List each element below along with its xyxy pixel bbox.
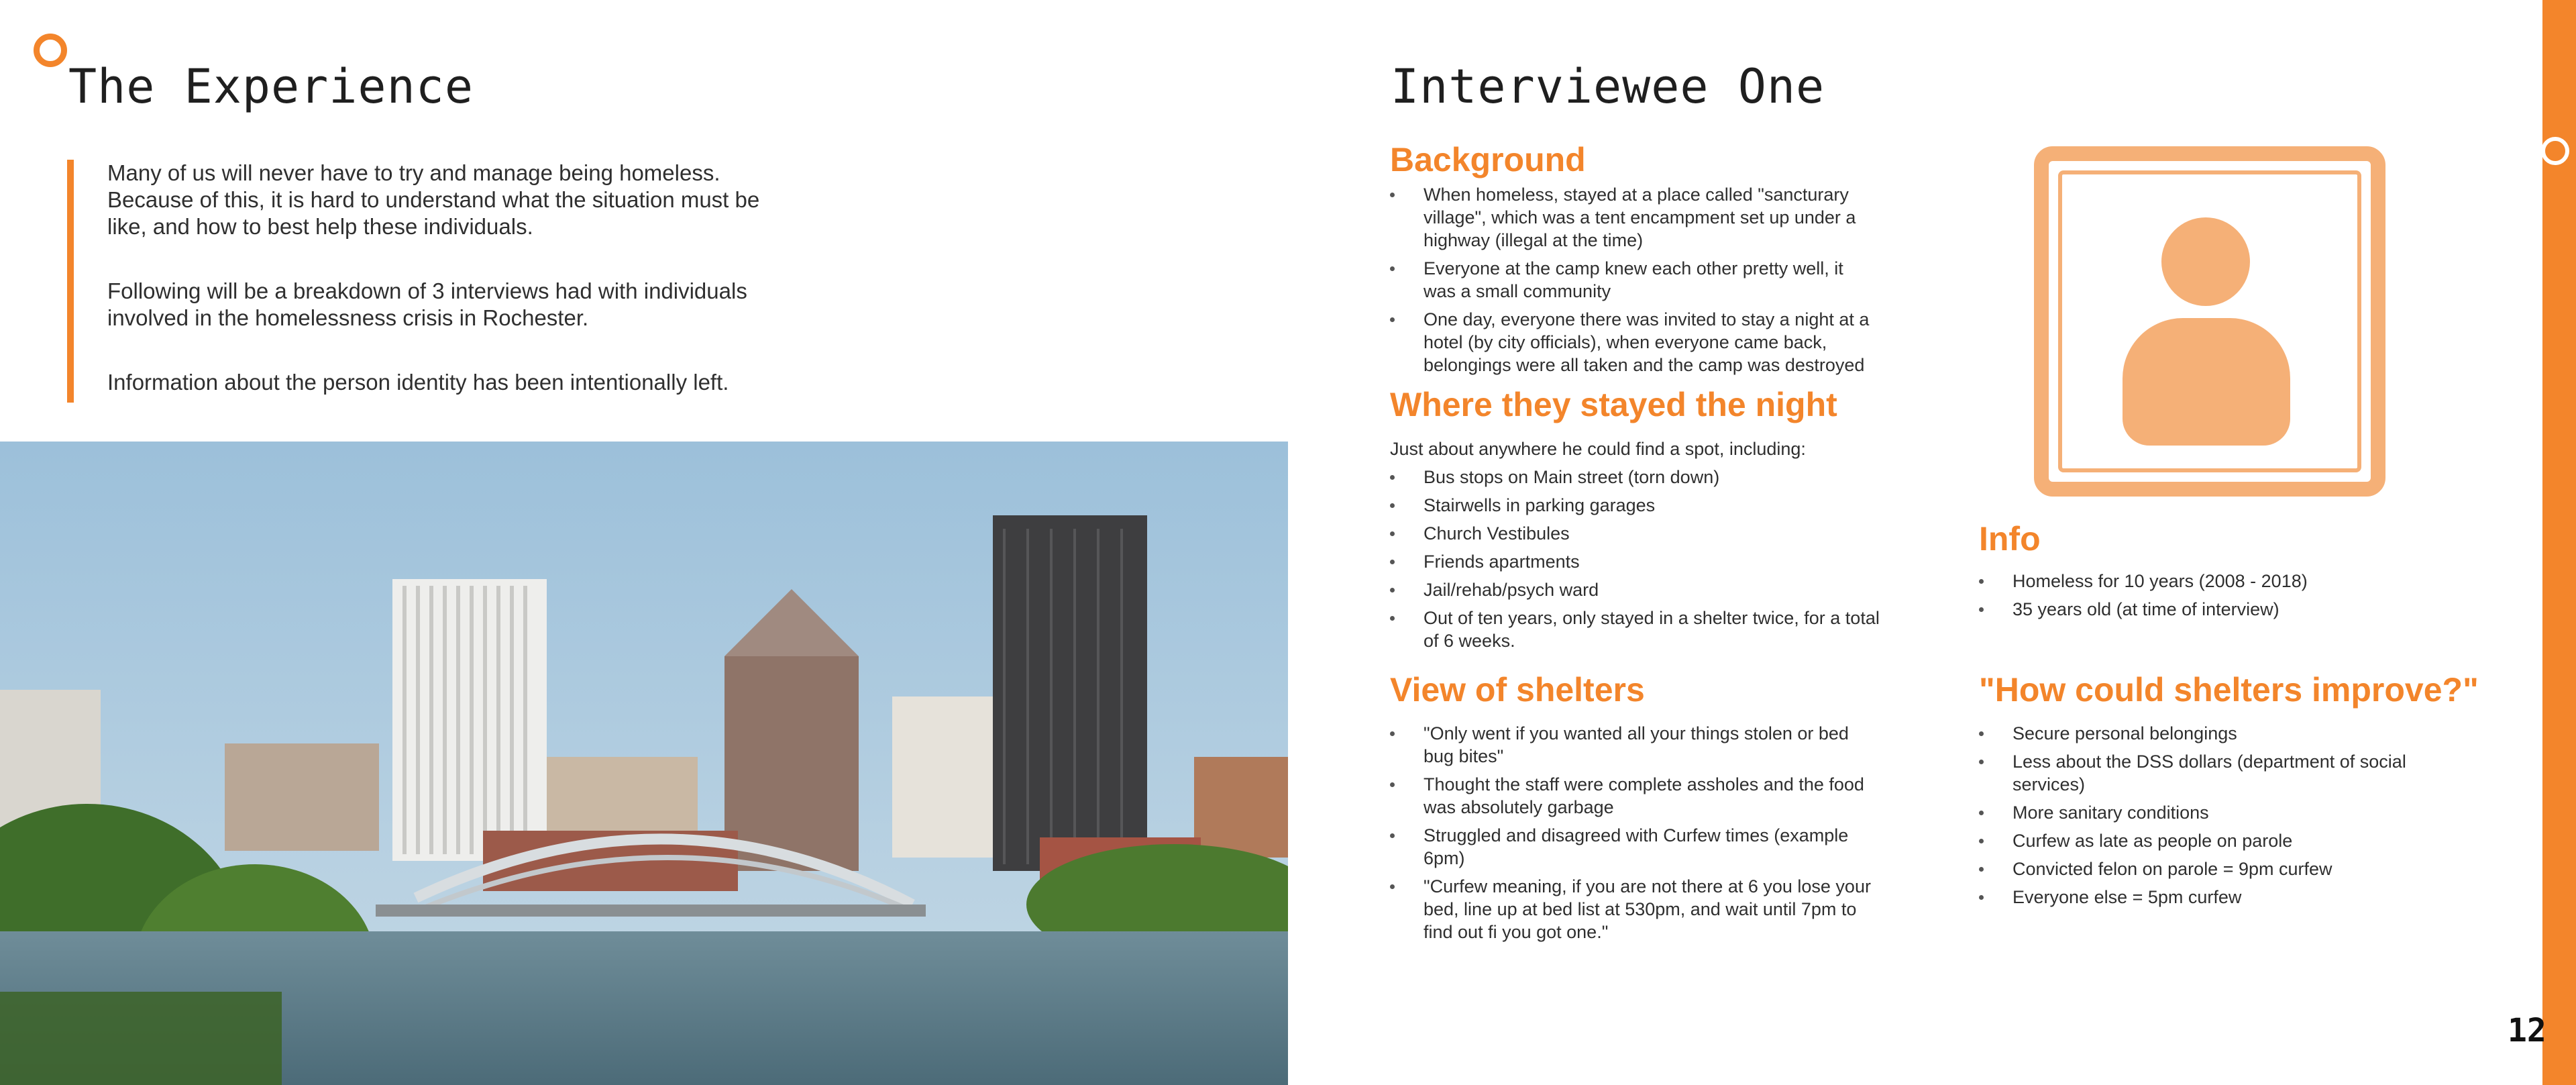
bullet-icon	[1390, 560, 1395, 564]
bullet-icon	[1979, 607, 1984, 612]
rochester-skyline-photo	[0, 442, 1288, 1085]
skyline-illustration	[0, 442, 1288, 1085]
bullet-icon	[1979, 731, 1984, 736]
side-circle-icon	[2541, 137, 2569, 165]
list-item: Stairwells in parking garages	[1390, 494, 1880, 517]
decorative-circle-icon	[34, 34, 67, 67]
list-item: More sanitary conditions	[1979, 801, 2462, 824]
list-item: Less about the DSS dollars (department of social services)	[1979, 750, 2462, 796]
bullet-icon	[1390, 782, 1395, 787]
list-item: Secure personal belongings	[1979, 722, 2462, 745]
stayed-block	[1390, 437, 1880, 658]
bullet-icon	[1979, 895, 1984, 900]
bullet-icon	[1390, 193, 1395, 197]
stayed-list	[1390, 466, 1880, 652]
list-item: 35 years old (at time of interview)	[1979, 598, 2462, 621]
bullet-icon	[1390, 317, 1395, 322]
bullet-icon	[1390, 503, 1395, 508]
intro-paragraph-2: Following will be a breakdown of 3 interviews had with individuals involved in the homelessness crisis in Rochester.	[107, 278, 747, 330]
bullet-icon	[1979, 760, 1984, 764]
list-item: "Curfew meaning, if you are not there at 6 you lose your bed, line up at bed list at 530pm, and wait until 7pm to find out fi you got one."	[1390, 875, 1880, 943]
page-title-experience: The Experience	[68, 59, 474, 114]
avatar-head	[2161, 217, 2250, 306]
improve-list	[1979, 722, 2462, 914]
list-item: One day, everyone there was invited to stay a night at a hotel (by city officials), when everyone came back, belongings were all taken and the camp was destroyed	[1390, 308, 1880, 376]
bullet-icon	[1979, 579, 1984, 584]
heading-where-stayed: Where they stayed the night	[1390, 386, 1837, 423]
list-item: Everyone at the camp knew each other pretty well, it was a small community	[1390, 257, 1880, 303]
heading-background: Background	[1390, 141, 1586, 178]
list-item: Church Vestibules	[1390, 522, 1880, 545]
list-item: Thought the staff were complete assholes and the food was absolutely garbage	[1390, 773, 1880, 819]
bullet-icon	[1979, 867, 1984, 872]
stayed-intro: Just about anywhere he could find a spot, including:	[1390, 439, 1806, 459]
list-item: Out of ten years, only stayed in a shelter twice, for a total of 6 weeks.	[1390, 607, 1880, 652]
page-number: 12	[2508, 1012, 2546, 1049]
person-avatar-icon	[2034, 146, 2385, 497]
bullet-icon	[1390, 266, 1395, 271]
bullet-icon	[1390, 731, 1395, 736]
avatar-body	[2123, 318, 2290, 446]
bullet-icon	[1390, 884, 1395, 889]
bullet-icon	[1390, 475, 1395, 480]
bullet-icon	[1390, 616, 1395, 621]
heading-how-improve: "How could shelters improve?"	[1979, 671, 2479, 709]
list-item: Struggled and disagreed with Curfew times (example 6pm)	[1390, 824, 1880, 870]
background-list	[1390, 183, 1880, 382]
list-item: Bus stops on Main street (torn down)	[1390, 466, 1880, 488]
info-list	[1979, 570, 2462, 626]
page-title-interviewee: Interviewee One	[1391, 59, 1825, 114]
intro-text-block	[67, 160, 792, 403]
list-item: "Only went if you wanted all your things stolen or bed bug bites"	[1390, 722, 1880, 768]
list-item: Friends apartments	[1390, 550, 1880, 573]
intro-paragraph-3: Information about the person identity has been intentionally left.	[107, 370, 729, 395]
list-item: Convicted felon on parole = 9pm curfew	[1979, 858, 2462, 880]
list-item: Everyone else = 5pm curfew	[1979, 886, 2462, 909]
list-item: When homeless, stayed at a place called "sancturary village", which was a tent encampment set up under a highway (illegal at the time)	[1390, 183, 1880, 252]
shelters-list	[1390, 722, 1880, 949]
bullet-icon	[1390, 531, 1395, 536]
bullet-icon	[1390, 833, 1395, 838]
list-item: Jail/rehab/psych ward	[1390, 578, 1880, 601]
bullet-icon	[1979, 811, 1984, 815]
list-item: Homeless for 10 years (2008 - 2018)	[1979, 570, 2462, 592]
list-item: Curfew as late as people on parole	[1979, 829, 2462, 852]
heading-info: Info	[1979, 520, 2041, 558]
bullet-icon	[1390, 588, 1395, 592]
bullet-icon	[1979, 839, 1984, 843]
intro-paragraph-1: Many of us will never have to try and manage being homeless. Because of this, it is hard to understand what the situation must be like, and how to best help these individuals.	[107, 160, 760, 239]
heading-view-of-shelters: View of shelters	[1390, 671, 1645, 709]
